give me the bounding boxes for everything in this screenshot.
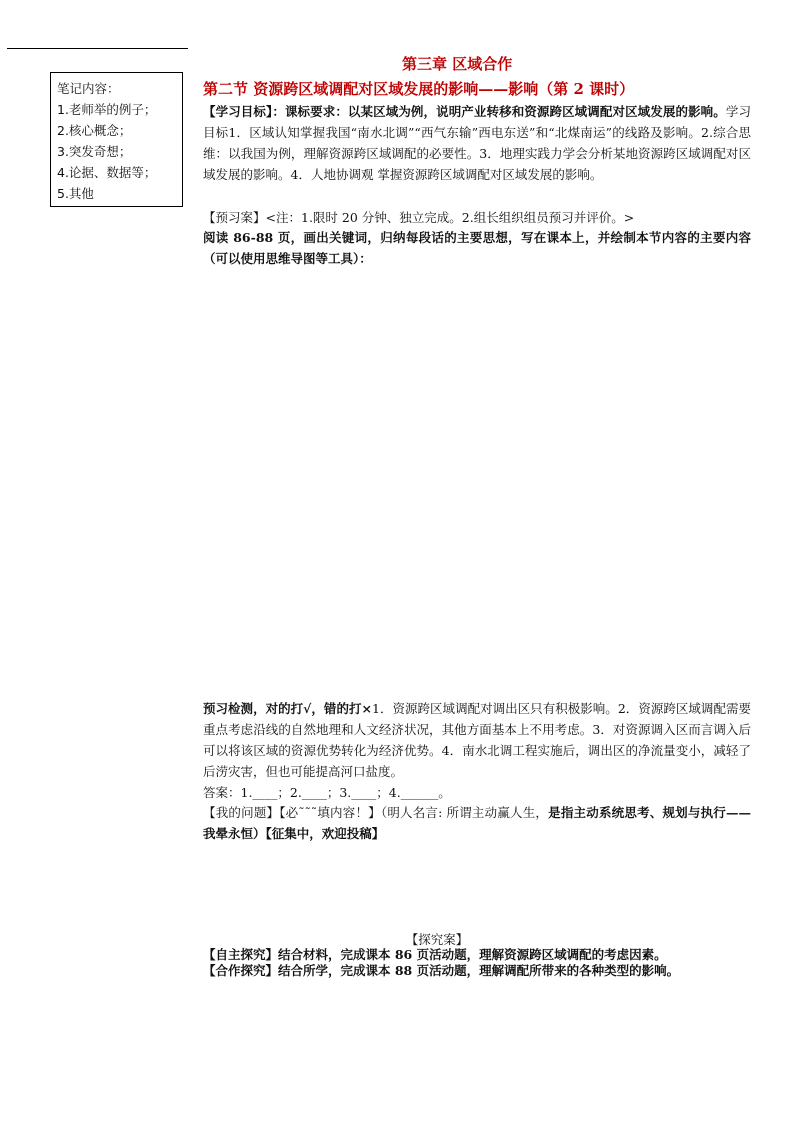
preview-note-text: <注：1.限时 20 分钟、独立完成。2.组长组织组员预习并评价。> bbox=[265, 210, 635, 225]
self-explore: 【自主探究】结合材料，完成课本 86 页活动题，理解资源跨区域调配的考虑因素。 bbox=[203, 947, 667, 962]
notes-title: 笔记内容： bbox=[57, 81, 120, 96]
my-question bbox=[203, 802, 751, 844]
my-question-label: 【我的问题】【必˜˜˜填内容！】 bbox=[203, 805, 381, 820]
check-label: 预习检测，对的打√，错的打× bbox=[203, 701, 372, 716]
chapter-title: 第三章 区域合作 bbox=[402, 55, 513, 73]
learning-goal bbox=[203, 101, 751, 185]
coop-explore: 【合作探究】结合所学，完成课本 88 页活动题，理解调配所带来的各种类型的影响。 bbox=[203, 963, 680, 978]
top-rule bbox=[7, 48, 188, 49]
preview-note bbox=[203, 207, 751, 228]
my-question-quote: （明人名言: 所谓主动赢人生， bbox=[380, 805, 549, 820]
notes-item: 3.突发奇想； bbox=[57, 144, 132, 159]
preview-label: 【预习案】 bbox=[203, 210, 266, 225]
notes-box bbox=[50, 72, 183, 207]
section-title: 第二节 资源跨区域调配对区域发展的影响——影响（第 2 课时） bbox=[203, 80, 635, 98]
learning-goal-requirement: 课标要求：以某区域为例，说明产业转移和资源跨区域调配对区域发展的影响。 bbox=[284, 104, 726, 119]
notes-item: 5.其他 bbox=[57, 186, 94, 201]
learning-goal-label: 【学习目标】： bbox=[203, 104, 285, 119]
answer-line: 答案：1.____；2.____；3.____；4.______。 bbox=[203, 785, 451, 800]
learning-goal-body: 学习目标1．区域认知掌握我国“南水北调”“西气东输”西电东送”和“北煤南运”的线路及影响。2.综合思维：以我国为例，理解资源跨区域调配的必要性。3．地理实践力学会分析某地资源跨区域调配对区域发展的影响。4．人地协调观 掌握资源跨区域调配对区域发展的影响。 bbox=[203, 104, 751, 182]
my-question-quote-bold: 是指主动系统思考、规划与执行——我晕永恒）【征集中，欢迎投稿】 bbox=[203, 805, 751, 841]
notes-item: 2.核心概念； bbox=[57, 123, 132, 138]
preview-reading: 阅读 86-88 页，画出关键词，归纳每段话的主要思想，写在课本上，并绘制本节内容的主要内容（可以使用思维导图等工具）： bbox=[203, 230, 751, 266]
explore-heading-text: 【探究案】 bbox=[405, 932, 469, 947]
notes-item: 4.论据、数据等； bbox=[57, 165, 157, 180]
check-body: 1．资源跨区域调配对调出区只有积极影响。2．资源跨区域调配需要重点考虑沿线的自然地理和人文经济状况，其他方面基本上不用考虑。3．对资源调入区而言调入后可以将该区域的资源优势转化为经济优势。4．南水北调工程实施后，调出区的净流量变小，减轻了后涝灾害，但也可能提高河口盐度。 bbox=[203, 701, 751, 779]
notes-item: 1.老师举的例子； bbox=[57, 102, 157, 117]
preview-check bbox=[203, 698, 751, 782]
